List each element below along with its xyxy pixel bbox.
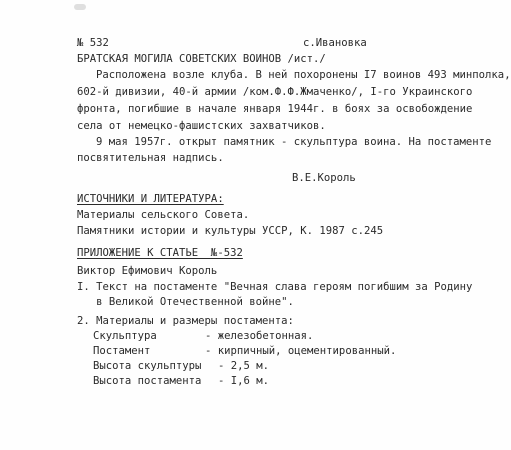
body-line: 602-й дивизии, 40-й армии /ком.Ф.Ф.Жмаченко/, I-го Украинского xyxy=(77,86,473,98)
material-row-value: - кирпичный, оцементированный. xyxy=(205,345,397,357)
body-line: Расположена возле клуба. В ней похоронены I7 воинов 493 минполка, xyxy=(96,69,511,81)
material-row-label: Скульптура xyxy=(93,330,157,342)
appendix-heading: ПРИЛОЖЕНИЕ К СТАТЬЕ №-532 xyxy=(77,247,243,259)
appendix-item-2: 2. Материалы и размеры постамента: xyxy=(77,315,294,327)
body-line: фронта, погибшие в начале января 1944г. в боях за освобождение xyxy=(77,103,473,115)
sources-heading: ИСТОЧНИКИ И ЛИТЕРАТУРА: xyxy=(77,193,224,205)
source-item: Памятники истории и культуры УССР, К. 1987 с.245 xyxy=(77,225,384,237)
material-row-label: Высота постамента xyxy=(93,375,202,387)
appendix-author: Виктор Ефимович Король xyxy=(77,265,218,277)
body-line: посвятительная надпись. xyxy=(77,152,224,164)
article-title: БРАТСКАЯ МОГИЛА СОВЕТСКИХ ВОИНОВ /ист./ xyxy=(77,53,326,65)
material-row-value: - 2,5 м. xyxy=(218,360,270,372)
body-line: 9 мая 1957г. открыт памятник - скульптура воина. На постаменте xyxy=(96,136,492,148)
appendix-item-1: I. Текст на постаменте "Вечная слава героям погибшим за Родину xyxy=(77,281,473,293)
material-row-label: Постамент xyxy=(93,345,151,357)
material-row-label: Высота скульптуры xyxy=(93,360,202,372)
body-line: села от немецко-фашистских захватчиков. xyxy=(77,120,326,132)
material-row-value: - железобетонная. xyxy=(205,330,314,342)
material-row-value: - I,6 м. xyxy=(218,375,270,387)
scan-mark xyxy=(74,4,86,10)
author-signature: В.Е.Король xyxy=(292,172,356,184)
appendix-item-1-cont: в Великой Отечественной войне". xyxy=(77,296,294,308)
source-item: Материалы сельского Совета. xyxy=(77,209,250,221)
village-name: с.Ивановка xyxy=(303,37,367,49)
document-number: № 532 xyxy=(77,37,109,49)
